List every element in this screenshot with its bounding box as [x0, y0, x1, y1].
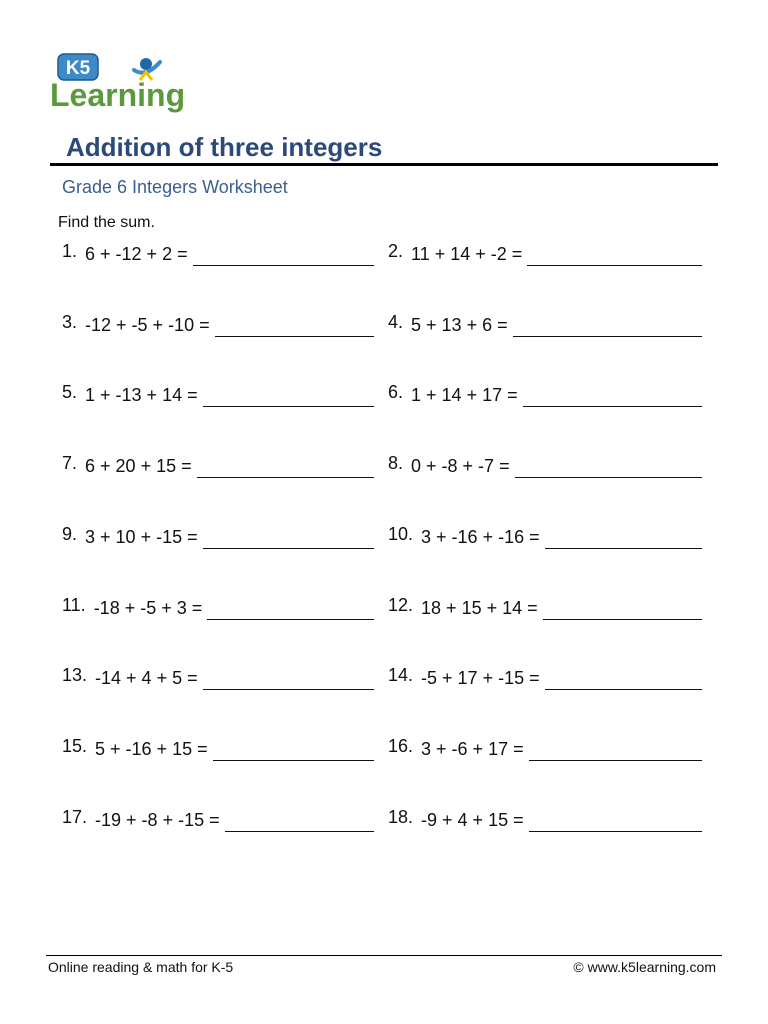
problem-expression: -19 + -8 + -15 =	[95, 810, 220, 830]
problem-expression: -18 + -5 + 3 =	[93, 598, 203, 618]
problem-expression: 5 + -16 + 15 =	[95, 739, 208, 759]
problem-1	[62, 241, 374, 266]
worksheet-subtitle: Grade 6 Integers Worksheet	[62, 177, 288, 197]
problem-number: 3.	[62, 312, 78, 332]
answer-blank[interactable]	[207, 619, 374, 620]
problem-2	[388, 241, 702, 266]
footer-website[interactable]: © www.k5learning.com	[573, 959, 716, 975]
problem-expression: 3 + -6 + 17 =	[421, 739, 524, 759]
problem-3	[62, 312, 374, 337]
problem-number: 18.	[388, 807, 414, 827]
problem-5	[62, 382, 374, 407]
problem-expression: -14 + 4 + 5 =	[95, 668, 198, 688]
answer-blank[interactable]	[203, 406, 374, 407]
problem-expression: 6 + -12 + 2 =	[85, 244, 188, 264]
problem-number: 15.	[62, 736, 88, 756]
title-divider	[50, 163, 718, 166]
footer-divider	[46, 955, 722, 956]
problem-expression: -12 + -5 + -10 =	[85, 315, 210, 335]
problem-17	[62, 807, 374, 832]
problem-16	[388, 736, 702, 761]
problem-number: 9.	[62, 524, 78, 544]
answer-blank[interactable]	[515, 477, 702, 478]
problem-7	[62, 453, 374, 478]
answer-blank[interactable]	[213, 760, 374, 761]
problem-expression: 3 + 10 + -15 =	[85, 527, 198, 547]
problem-4	[388, 312, 702, 337]
problem-number: 16.	[388, 736, 414, 756]
answer-blank[interactable]	[215, 336, 374, 337]
answer-blank[interactable]	[523, 406, 702, 407]
problem-number: 2.	[388, 241, 404, 261]
problem-18	[388, 807, 702, 832]
answer-blank[interactable]	[543, 619, 702, 620]
problem-number: 10.	[388, 524, 414, 544]
problem-number: 17.	[62, 807, 88, 827]
answer-blank[interactable]	[529, 760, 702, 761]
problem-number: 13.	[62, 665, 88, 685]
problem-number: 14.	[388, 665, 414, 685]
answer-blank[interactable]	[545, 689, 702, 690]
problem-expression: 18 + 15 + 14 =	[421, 598, 538, 618]
problem-number: 4.	[388, 312, 404, 332]
instructions: Find the sum.	[58, 214, 155, 231]
problem-expression: -9 + 4 + 15 =	[421, 810, 524, 830]
answer-blank[interactable]	[197, 477, 374, 478]
problem-13	[62, 665, 374, 690]
problem-expression: -5 + 17 + -15 =	[421, 668, 540, 688]
problem-expression: 1 + -13 + 14 =	[85, 385, 198, 405]
problem-expression: 11 + 14 + -2 =	[411, 244, 523, 264]
problem-number: 11.	[62, 595, 86, 615]
problem-9	[62, 524, 374, 549]
answer-blank[interactable]	[529, 831, 702, 832]
svg-text:Learning: Learning	[50, 77, 186, 113]
answer-blank[interactable]	[203, 689, 374, 690]
problem-expression: 3 + -16 + -16 =	[421, 527, 540, 547]
problem-number: 8.	[388, 453, 404, 473]
problem-expression: 0 + -8 + -7 =	[411, 456, 510, 476]
footer-tagline: Online reading & math for K-5	[48, 959, 234, 975]
problem-expression: 5 + 13 + 6 =	[411, 315, 508, 335]
answer-blank[interactable]	[225, 831, 374, 832]
problem-expression: 1 + 14 + 17 =	[411, 385, 518, 405]
answer-blank[interactable]	[203, 548, 374, 549]
worksheet-title: Addition of three integers	[66, 132, 383, 162]
problem-10	[388, 524, 702, 549]
problem-6	[388, 382, 702, 407]
problem-number: 7.	[62, 453, 78, 473]
svg-text:K5: K5	[65, 58, 91, 79]
problem-number: 5.	[62, 382, 78, 402]
answer-blank[interactable]	[193, 265, 374, 266]
problem-number: 1.	[62, 241, 78, 261]
problem-14	[388, 665, 702, 690]
answer-blank[interactable]	[545, 548, 702, 549]
problem-12	[388, 595, 702, 620]
answer-blank[interactable]	[513, 336, 702, 337]
problem-number: 6.	[388, 382, 404, 402]
problem-expression: 6 + 20 + 15 =	[85, 456, 192, 476]
k5-learning-logo	[48, 50, 188, 114]
problem-number: 12.	[388, 595, 414, 615]
problem-11	[62, 595, 374, 620]
problem-8	[388, 453, 702, 478]
answer-blank[interactable]	[527, 265, 702, 266]
problem-15	[62, 736, 374, 761]
